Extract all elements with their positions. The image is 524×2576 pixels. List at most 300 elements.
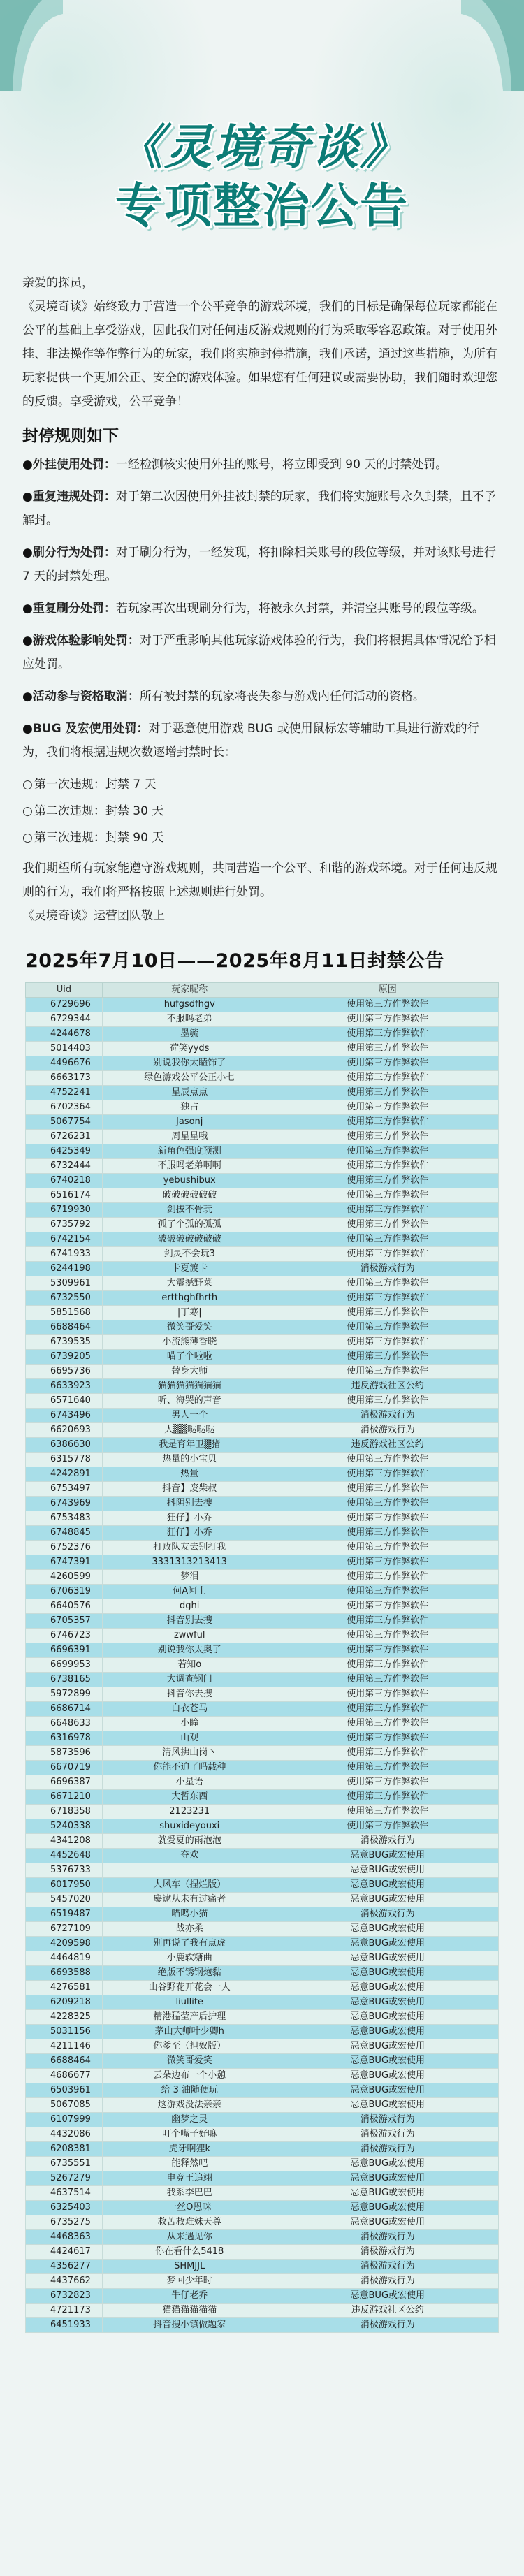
ban-table <box>25 982 499 2333</box>
uid-cell: 6738165 <box>26 1673 103 1687</box>
signature: 《灵境奇谈》运营团队敬上 <box>22 909 165 923</box>
nickname-cell: 白衣苍马 <box>102 1702 277 1717</box>
rule-item: ●BUG 及宏使用处罚：对于恶意使用游戏 BUG 或使用鼠标宏等辅助工具进行游戏的行为，我们将根据违规次数逐增封禁时长： <box>22 722 479 759</box>
uid-cell: 6718358 <box>26 1805 103 1819</box>
table-row <box>26 1306 499 1320</box>
uid-cell: 6743496 <box>26 1409 103 1423</box>
nickname-cell: 一丝O恩咪 <box>102 2201 277 2215</box>
uid-cell: 6740218 <box>26 1174 103 1188</box>
table-row <box>26 1467 499 1482</box>
ban-table-body <box>26 998 499 2333</box>
nickname-cell: 喵鸣小猫 <box>102 1907 277 1922</box>
table-row <box>26 1643 499 1658</box>
reason-cell: 使用第三方作弊软件 <box>277 1027 498 1042</box>
table-row <box>26 1893 499 1907</box>
reason-cell: 使用第三方作弊软件 <box>277 1100 498 1115</box>
uid-cell: 6663173 <box>26 1071 103 1086</box>
table-row <box>26 1276 499 1291</box>
table-row <box>26 1775 499 1790</box>
nickname-cell: 小流熊薄香晓 <box>102 1335 277 1350</box>
corner-decoration-right <box>461 0 524 91</box>
table-row <box>26 1086 499 1100</box>
column-header-reason: 原因 <box>277 983 498 998</box>
nickname-cell: 小鹿软糖曲 <box>102 1951 277 1966</box>
uid-cell: 6315778 <box>26 1453 103 1467</box>
uid-cell: 6729696 <box>26 998 103 1012</box>
reason-cell: 使用第三方作弊软件 <box>277 1555 498 1570</box>
title-block <box>0 0 524 236</box>
uid-cell: 6743969 <box>26 1497 103 1511</box>
table-row <box>26 1335 499 1350</box>
reason-cell: 使用第三方作弊软件 <box>277 1643 498 1658</box>
reason-cell: 使用第三方作弊软件 <box>277 1144 498 1159</box>
table-row <box>26 1159 499 1174</box>
reason-cell: 使用第三方作弊软件 <box>277 1467 498 1482</box>
reason-cell: 恶意BUG或宏使用 <box>277 1937 498 1951</box>
nickname-cell: 你爹至（担奴版） <box>102 2039 277 2054</box>
table-row <box>26 1702 499 1717</box>
nickname-cell: 3331313213413 <box>102 1555 277 1570</box>
table-row <box>26 1115 499 1130</box>
table-row <box>26 1012 499 1027</box>
uid-cell: 5457020 <box>26 1893 103 1907</box>
nickname-cell: 荷笑yyds <box>102 1042 277 1056</box>
nickname-cell: 清风拂山岗丶 <box>102 1746 277 1761</box>
nickname-cell: 卡夏渡卡 <box>102 1262 277 1276</box>
uid-cell: 5873596 <box>26 1746 103 1761</box>
table-row <box>26 1585 499 1599</box>
nickname-cell: 新角色强度预测 <box>102 1144 277 1159</box>
table-row <box>26 2289 499 2304</box>
nickname-cell: 听、海哭的声音 <box>102 1394 277 1409</box>
reason-cell: 恶意BUG或宏使用 <box>277 1966 498 1981</box>
uid-cell: 4452648 <box>26 1849 103 1863</box>
uid-cell: 5067754 <box>26 1115 103 1130</box>
reason-cell: 使用第三方作弊软件 <box>277 1599 498 1614</box>
uid-cell: 6727109 <box>26 1922 103 1937</box>
uid-cell: 4432086 <box>26 2127 103 2142</box>
uid-cell: 6386630 <box>26 1438 103 1453</box>
table-row <box>26 1320 499 1335</box>
reason-cell: 使用第三方作弊软件 <box>277 1247 498 1262</box>
uid-cell: 6244198 <box>26 1262 103 1276</box>
nickname-cell: 战亦柔 <box>102 1922 277 1937</box>
nickname-cell: 虎牙啊狸k <box>102 2142 277 2157</box>
nickname-cell: 热量的小宝贝 <box>102 1453 277 1467</box>
uid-cell: 6640576 <box>26 1599 103 1614</box>
nickname-cell: 热量 <box>102 1467 277 1482</box>
nickname-cell: 叮个嘴子好嘛 <box>102 2127 277 2142</box>
uid-cell: 6688464 <box>26 1320 103 1335</box>
table-row <box>26 1731 499 1746</box>
reason-cell: 消极游戏行为 <box>277 2230 498 2245</box>
reason-cell: 使用第三方作弊软件 <box>277 1232 498 1247</box>
nickname-cell: 牛仔老乔 <box>102 2289 277 2304</box>
table-row <box>26 1130 499 1144</box>
reason-cell: 使用第三方作弊软件 <box>277 1042 498 1056</box>
table-row <box>26 2171 499 2186</box>
reason-cell: 使用第三方作弊软件 <box>277 1731 498 1746</box>
reason-cell: 使用第三方作弊软件 <box>277 1702 498 1717</box>
table-row <box>26 1761 499 1775</box>
table-row <box>26 1453 499 1467</box>
table-row <box>26 1350 499 1365</box>
table-row <box>26 1966 499 1981</box>
rule-item: ●游戏体验影响处罚：对于严重影响其他玩家游戏体验的行为，我们将根据具体情况给予相应处罚。 <box>22 634 496 671</box>
nickname-cell: 猫猫猫猫猫猫猫 <box>102 1379 277 1394</box>
nickname-cell: 你能不迫了吗载种 <box>102 1761 277 1775</box>
uid-cell: 6699953 <box>26 1658 103 1673</box>
uid-cell: 4468363 <box>26 2230 103 2245</box>
reason-cell: 使用第三方作弊软件 <box>277 1218 498 1232</box>
uid-cell: 6451933 <box>26 2318 103 2333</box>
nickname-cell: Jasonj <box>102 1115 277 1130</box>
nickname-cell: 能释然吧 <box>102 2157 277 2171</box>
reason-cell: 恶意BUG或宏使用 <box>277 2098 498 2113</box>
nickname-cell: 微笑哥爱笑 <box>102 1320 277 1335</box>
nickname-cell: 抖音你去搜 <box>102 1687 277 1702</box>
uid-cell: 6648633 <box>26 1717 103 1731</box>
uid-cell: 4276581 <box>26 1981 103 1995</box>
table-row <box>26 1144 499 1159</box>
reason-cell: 使用第三方作弊软件 <box>277 1115 498 1130</box>
reason-cell: 违反游戏社区公约 <box>277 2304 498 2318</box>
nickname-cell: 抖音搜小镇做题家 <box>102 2318 277 2333</box>
reason-cell: 使用第三方作弊软件 <box>277 1585 498 1599</box>
reason-cell: 消极游戏行为 <box>277 1834 498 1849</box>
table-row <box>26 1027 499 1042</box>
table-row <box>26 2010 499 2025</box>
nickname-cell: ertthghfhrth <box>102 1291 277 1306</box>
reason-cell: 使用第三方作弊软件 <box>277 1687 498 1702</box>
uid-cell: 6503961 <box>26 2083 103 2098</box>
rules-heading: 封停规则如下 <box>22 427 119 445</box>
table-row <box>26 1746 499 1761</box>
nickname-cell: 抖音】废柴叔 <box>102 1482 277 1497</box>
reason-cell: 恶意BUG或宏使用 <box>277 2201 498 2215</box>
table-row <box>26 1878 499 1893</box>
table-row <box>26 1937 499 1951</box>
uid-cell: 6686714 <box>26 1702 103 1717</box>
nickname-cell: 精港猛莹产后护理 <box>102 2010 277 2025</box>
uid-cell: 6748845 <box>26 1526 103 1541</box>
uid-cell: 6746723 <box>26 1629 103 1643</box>
table-row <box>26 1365 499 1379</box>
uid-cell: 6753497 <box>26 1482 103 1497</box>
uid-cell: 6670719 <box>26 1761 103 1775</box>
uid-cell: 6747391 <box>26 1555 103 1570</box>
nickname-cell: 从来遇见你 <box>102 2230 277 2245</box>
table-row <box>26 2039 499 2054</box>
reason-cell: 恶意BUG或宏使用 <box>277 2186 498 2201</box>
reason-cell: 恶意BUG或宏使用 <box>277 1878 498 1893</box>
reason-cell: 恶意BUG或宏使用 <box>277 2289 498 2304</box>
table-row <box>26 1981 499 1995</box>
uid-cell: 6693588 <box>26 1966 103 1981</box>
table-row <box>26 1203 499 1218</box>
uid-cell: 5240338 <box>26 1819 103 1834</box>
reason-cell: 恶意BUG或宏使用 <box>277 2039 498 2054</box>
reason-cell: 消极游戏行为 <box>277 2142 498 2157</box>
nickname-cell: 大风车（捏烂版） <box>102 1878 277 1893</box>
reason-cell: 使用第三方作弊软件 <box>277 1629 498 1643</box>
reason-cell: 使用第三方作弊软件 <box>277 1320 498 1335</box>
nickname-cell: liullite <box>102 1995 277 2010</box>
nickname-cell: 梦回少年时 <box>102 2274 277 2289</box>
uid-cell: 6753483 <box>26 1511 103 1526</box>
reason-cell: 恶意BUG或宏使用 <box>277 2171 498 2186</box>
table-row <box>26 2127 499 2142</box>
uid-cell: 4686677 <box>26 2069 103 2083</box>
nickname-cell: 孤了个孤的孤孤 <box>102 1218 277 1232</box>
nickname-cell: 喵了个啦啦 <box>102 1350 277 1365</box>
title-game-name: 《灵境奇谈》 <box>115 120 409 175</box>
uid-cell: 5031156 <box>26 2025 103 2039</box>
reason-cell: 使用第三方作弊软件 <box>277 1570 498 1585</box>
table-row <box>26 2069 499 2083</box>
uid-cell: 6017950 <box>26 1878 103 1893</box>
rule-item: ●外挂使用处罚：一经检测核实使用外挂的账号，将立即受到 90 天的封禁处罚。 <box>22 458 448 472</box>
reason-cell: 使用第三方作弊软件 <box>277 1805 498 1819</box>
table-row <box>26 1409 499 1423</box>
table-row <box>26 1951 499 1966</box>
nickname-cell: 大▒▒哒哒哒 <box>102 1423 277 1438</box>
table-row <box>26 1482 499 1497</box>
reason-cell: 使用第三方作弊软件 <box>277 1086 498 1100</box>
uid-cell: 4209598 <box>26 1937 103 1951</box>
ban-list-title: 2025年7月10日——2025年8月11日封禁公告 <box>25 950 445 972</box>
nickname-cell: 我系李巴巴 <box>102 2186 277 2201</box>
uid-cell: 4244678 <box>26 1027 103 1042</box>
table-row <box>26 1056 499 1071</box>
nickname-cell: 绿色游戏公平公正小七 <box>102 1071 277 1086</box>
reason-cell: 使用第三方作弊软件 <box>277 998 498 1012</box>
uid-cell: 6671210 <box>26 1790 103 1805</box>
nickname-cell: 不服吗老弟 <box>102 1012 277 1027</box>
table-row <box>26 2274 499 2289</box>
nickname-cell: 幽梦之灵 <box>102 2113 277 2127</box>
reason-cell: 使用第三方作弊软件 <box>277 1306 498 1320</box>
reason-cell: 恶意BUG或宏使用 <box>277 1849 498 1863</box>
reason-cell: 使用第三方作弊软件 <box>277 1482 498 1497</box>
nickname-cell: 夺欢 <box>102 1849 277 1863</box>
rule-item: ●活动参与资格取消：所有被封禁的玩家将丧失参与游戏内任何活动的资格。 <box>22 690 425 704</box>
nickname-cell: 别说我你太奥了 <box>102 1643 277 1658</box>
table-row <box>26 1570 499 1585</box>
reason-cell: 使用第三方作弊软件 <box>277 1511 498 1526</box>
nickname-cell: 若知o <box>102 1658 277 1673</box>
corner-decoration-left <box>0 0 63 91</box>
reason-cell: 使用第三方作弊软件 <box>277 1394 498 1409</box>
nickname-cell: 山观 <box>102 1731 277 1746</box>
table-row <box>26 2157 499 2171</box>
nickname-cell: 墨毓 <box>102 1027 277 1042</box>
reason-cell: 使用第三方作弊软件 <box>277 1130 498 1144</box>
reason-cell: 使用第三方作弊软件 <box>277 1203 498 1218</box>
uid-cell: 4424617 <box>26 2245 103 2260</box>
uid-cell: 6739535 <box>26 1335 103 1350</box>
uid-cell: 4228325 <box>26 2010 103 2025</box>
reason-cell: 使用第三方作弊软件 <box>277 1365 498 1379</box>
nickname-cell: 大震撼野菜 <box>102 1276 277 1291</box>
table-row <box>26 2186 499 2201</box>
rule-item: ●重复刷分处罚：若玩家再次出现刷分行为，将被永久封禁，并清空其账号的段位等级。 <box>22 602 484 616</box>
nickname-cell: 星辰点点 <box>102 1086 277 1100</box>
rule-item: ●刷分行为处罚：对于刷分行为，一经发现，将扣除相关账号的段位等级，并对该账号进行 7 天的封禁处理。 <box>22 546 496 583</box>
reason-cell: 使用第三方作弊软件 <box>277 1350 498 1365</box>
nickname-cell: zwwful <box>102 1629 277 1643</box>
table-row <box>26 1497 499 1511</box>
nickname-cell: |丁寒| <box>102 1306 277 1320</box>
nickname-cell: 周星星哦 <box>102 1130 277 1144</box>
penalty-tier: ○ 第一次违规：封禁 7 天 <box>22 778 157 792</box>
nickname-cell: yebushibux <box>102 1174 277 1188</box>
penalty-tier: ○ 第三次违规：封禁 90 天 <box>22 831 164 845</box>
uid-cell: 6719930 <box>26 1203 103 1218</box>
table-row <box>26 1188 499 1203</box>
reason-cell: 恶意BUG或宏使用 <box>277 2157 498 2171</box>
table-row <box>26 1614 499 1629</box>
reason-cell: 消极游戏行为 <box>277 2260 498 2274</box>
uid-cell: 6729344 <box>26 1012 103 1027</box>
table-row <box>26 1042 499 1056</box>
table-row <box>26 2098 499 2113</box>
reason-cell: 使用第三方作弊软件 <box>277 1614 498 1629</box>
uid-cell: 4356277 <box>26 2260 103 2274</box>
table-row <box>26 1673 499 1687</box>
uid-cell: 5309961 <box>26 1276 103 1291</box>
table-row <box>26 1100 499 1115</box>
nickname-cell: 何A阿士 <box>102 1585 277 1599</box>
table-row <box>26 2054 499 2069</box>
uid-cell: 5376733 <box>26 1863 103 1878</box>
uid-cell: 4752241 <box>26 1086 103 1100</box>
nickname-cell: 2123231 <box>102 1805 277 1819</box>
uid-cell: 4211146 <box>26 2039 103 2054</box>
reason-cell: 使用第三方作弊软件 <box>277 1761 498 1775</box>
table-row <box>26 1907 499 1922</box>
table-row <box>26 998 499 1012</box>
uid-cell: 6732550 <box>26 1291 103 1306</box>
uid-cell: 6742154 <box>26 1232 103 1247</box>
reason-cell: 消极游戏行为 <box>277 1262 498 1276</box>
nickname-cell: 梦泪 <box>102 1570 277 1585</box>
uid-cell: 6741933 <box>26 1247 103 1262</box>
closing-statement: 我们期望所有玩家能遵守游戏规则，共同营造一个公平、和谐的游戏环境。对于任何违反规则的行为，我们将严格按照上述规则进行处罚。 <box>22 861 497 899</box>
uid-cell: 6732823 <box>26 2289 103 2304</box>
nickname-cell: 狂仔】小乔 <box>102 1526 277 1541</box>
table-row <box>26 1599 499 1614</box>
nickname-cell: 微笑哥爱笑 <box>102 2054 277 2069</box>
reason-cell: 使用第三方作弊软件 <box>277 1056 498 1071</box>
uid-cell: 4242891 <box>26 1467 103 1482</box>
uid-cell: 6732444 <box>26 1159 103 1174</box>
uid-cell: 4341208 <box>26 1834 103 1849</box>
nickname-cell: 替身大师 <box>102 1365 277 1379</box>
table-row <box>26 1423 499 1438</box>
uid-cell: 6706319 <box>26 1585 103 1599</box>
table-row <box>26 1790 499 1805</box>
table-row <box>26 1247 499 1262</box>
nickname-cell: 绝版不锈钢炮黏 <box>102 1966 277 1981</box>
uid-cell: 6620693 <box>26 1423 103 1438</box>
uid-cell: 4721173 <box>26 2304 103 2318</box>
uid-cell: 6325403 <box>26 2201 103 2215</box>
table-row <box>26 1717 499 1731</box>
reason-cell: 消极游戏行为 <box>277 1423 498 1438</box>
title-announcement: 专项整治公告 <box>115 179 409 234</box>
intro-greeting: 亲爱的探员， <box>22 276 94 290</box>
reason-cell: 违反游戏社区公约 <box>277 1438 498 1453</box>
table-row <box>26 1863 499 1878</box>
nickname-cell: 别说我你太瞌饰了 <box>102 1056 277 1071</box>
uid-cell: 4260599 <box>26 1570 103 1585</box>
table-row <box>26 1262 499 1276</box>
table-row <box>26 2142 499 2157</box>
reason-cell: 消极游戏行为 <box>277 2127 498 2142</box>
nickname-cell: hufgsdfhgv <box>102 998 277 1012</box>
table-row <box>26 2260 499 2274</box>
uid-cell: 6705357 <box>26 1614 103 1629</box>
reason-cell: 消极游戏行为 <box>277 1907 498 1922</box>
nickname-cell: 狂仔】小乔 <box>102 1511 277 1526</box>
uid-cell: 6208381 <box>26 2142 103 2157</box>
reason-cell: 使用第三方作弊软件 <box>277 1526 498 1541</box>
uid-cell: 5851568 <box>26 1306 103 1320</box>
nickname-cell: shuxideyouxi <box>102 1819 277 1834</box>
nickname-cell: 破破破破破破 <box>102 1188 277 1203</box>
intro-body: 《灵境奇谈》始终致力于营造一个公平竞争的游戏环境，我们的目标是确保每位玩家都能在公平的基础上享受游戏，因此我们对任何违反游戏规则的行为采取零容忍政策。对于使用外挂、非法操作等作弊行为的玩家，我们将实施封停措施，我们承诺，通过这些措施，为所有玩家提供一个更加公正、安全的游戏体验。如果您有任何建议或需要协助，我们随时欢迎您的反馈。享受游戏，公平竞争！ <box>22 300 497 409</box>
reason-cell: 恶意BUG或宏使用 <box>277 1951 498 1966</box>
nickname-cell: SHMJJL <box>102 2260 277 2274</box>
uid-cell: 6688464 <box>26 2054 103 2069</box>
reason-cell: 使用第三方作弊软件 <box>277 1174 498 1188</box>
reason-cell: 恶意BUG或宏使用 <box>277 1995 498 2010</box>
table-row <box>26 2245 499 2260</box>
table-row <box>26 2230 499 2245</box>
table-row <box>26 1849 499 1863</box>
table-row <box>26 1438 499 1453</box>
uid-cell: 6726231 <box>26 1130 103 1144</box>
uid-cell: 4464819 <box>26 1951 103 1966</box>
uid-cell: 6209218 <box>26 1995 103 2010</box>
uid-cell: 6425349 <box>26 1144 103 1159</box>
nickname-cell: 电竞王追翊 <box>102 2171 277 2186</box>
reason-cell: 使用第三方作弊软件 <box>277 1291 498 1306</box>
nickname-cell: 抖阴别去搜 <box>102 1497 277 1511</box>
reason-cell: 使用第三方作弊软件 <box>277 1276 498 1291</box>
reason-cell: 恶意BUG或宏使用 <box>277 1863 498 1878</box>
reason-cell: 消极游戏行为 <box>277 2245 498 2260</box>
uid-cell: 6571640 <box>26 1394 103 1409</box>
nickname-cell: 就爱夏的雨泡泡 <box>102 1834 277 1849</box>
nickname-cell: 大哲东西 <box>102 1790 277 1805</box>
nickname-cell: 剑拔不骨玩 <box>102 1203 277 1218</box>
uid-cell: 6316978 <box>26 1731 103 1746</box>
table-row <box>26 1658 499 1673</box>
table-row <box>26 2304 499 2318</box>
nickname-cell: 茅山大师叶少卿h <box>102 2025 277 2039</box>
table-row <box>26 1174 499 1188</box>
table-row <box>26 1526 499 1541</box>
table-row <box>26 1629 499 1643</box>
table-row <box>26 1805 499 1819</box>
nickname-cell: 小星语 <box>102 1775 277 1790</box>
uid-cell: 6516174 <box>26 1188 103 1203</box>
reason-cell: 使用第三方作弊软件 <box>277 1012 498 1027</box>
table-row <box>26 1995 499 2010</box>
nickname-cell: 山谷野花开花会一人 <box>102 1981 277 1995</box>
